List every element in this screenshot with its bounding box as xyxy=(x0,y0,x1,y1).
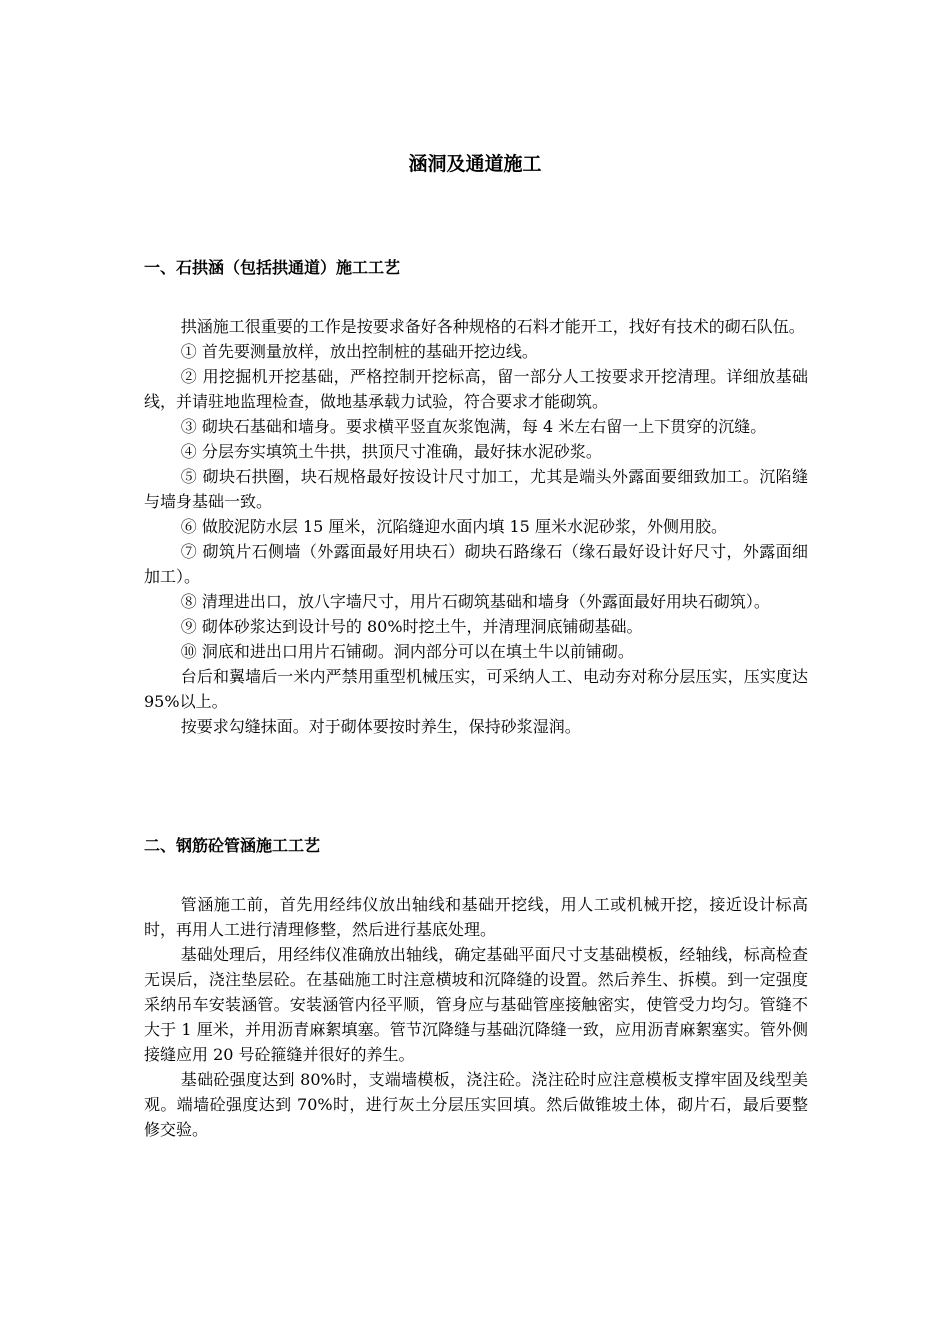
step-item: ④ 分层夯实填筑土牛拱，拱顶尺寸准确，最好抹水泥砂浆。 xyxy=(180,442,602,461)
section-heading-stone-arch: 一、石拱涵（包括拱通道）施工工艺 xyxy=(144,258,401,277)
section-heading-rc-pipe: 二、钢筋砼管涵施工工艺 xyxy=(144,836,321,855)
section-body-stone-arch xyxy=(144,314,808,739)
step-item: ⑤ 砌块石拱圈，块石规格最好按设计尺寸加工，尤其是端头外露面要细致加工。沉陷缝与墙身基础一致。 xyxy=(144,467,808,511)
paragraph: 基础处理后，用经纬仪准确放出轴线，确定基础平面尺寸支基础模板，经轴线，标高检查无误后，浇注垫层砼。在基础施工时注意横坡和沉降缝的设置。然后养生、拆模。到一定强度采纳吊车安装涵管。安装涵管内径平顺，管身应与基础管座接触密实，使管受力均匀。管缝不大于 1 厘米，并用沥青麻絮填塞。管节沉降缝与基础沉降缝一致，应用沥青麻絮塞实。管外侧接缝应用 20 号砼箍缝并很好的养生。 xyxy=(144,945,808,1064)
step-item: ⑩ 洞底和进出口用片石铺砌。洞内部分可以在填土牛以前铺砌。 xyxy=(180,642,634,661)
paragraph: 基础砼强度达到 80%时，支端墙模板，浇注砼。浇注砼时应注意模板支撑牢固及线型美观。端墙砼强度达到 70%时，进行灰土分层压实回填。然后做锥坡土体，砌片石，最后要整修交验。 xyxy=(144,1070,808,1139)
paragraph: 拱涵施工很重要的工作是按要求备好各种规格的石料才能开工，找好有技术的砌石队伍。 xyxy=(180,317,805,336)
step-item: ⑨ 砌体砂浆达到设计号的 80%时挖土牛，并清理洞底铺砌基础。 xyxy=(180,617,643,636)
document-title: 涵洞及通道施工 xyxy=(408,153,542,175)
step-item: ⑧ 清理进出口，放八字墙尺寸，用片石砌筑基础和墙身（外露面最好用块石砌筑）。 xyxy=(180,592,770,611)
section-body-rc-pipe xyxy=(144,892,808,1142)
step-item: ① 首先要测量放样，放出控制桩的基础开挖边线。 xyxy=(180,342,538,361)
paragraph: 台后和翼墙后一米内严禁用重型机械压实，可采纳人工、电动夯对称分层压实，压实度达 95%以上。 xyxy=(144,667,808,711)
paragraph: 管涵施工前，首先用经纬仪放出轴线和基础开挖线，用人工或机械开挖，接近设计标高时，再用人工进行清理修整，然后进行基底处理。 xyxy=(144,895,808,939)
paragraph: 按要求勾缝抹面。对于砌体要按时养生，保持砂浆湿润。 xyxy=(180,717,581,736)
step-item: ⑥ 做胶泥防水层 15 厘米，沉陷缝迎水面内填 15 厘米水泥砂浆，外侧用胶。 xyxy=(180,517,727,536)
step-item: ③ 砌块石基础和墙身。要求横平竖直灰浆饱满，每 4 米左右留一上下贯穿的沉缝。 xyxy=(180,417,767,436)
step-item: ⑦ 砌筑片石侧墙（外露面最好用块石）砌块石路缘石（缘石最好设计好尺寸，外露面细加工）。 xyxy=(144,542,808,586)
step-item: ② 用挖掘机开挖基础，严格控制开挖标高，留一部分人工按要求开挖清理。详细放基础线，并请驻地监理检查，做地基承载力试验，符合要求才能砌筑。 xyxy=(144,367,808,411)
